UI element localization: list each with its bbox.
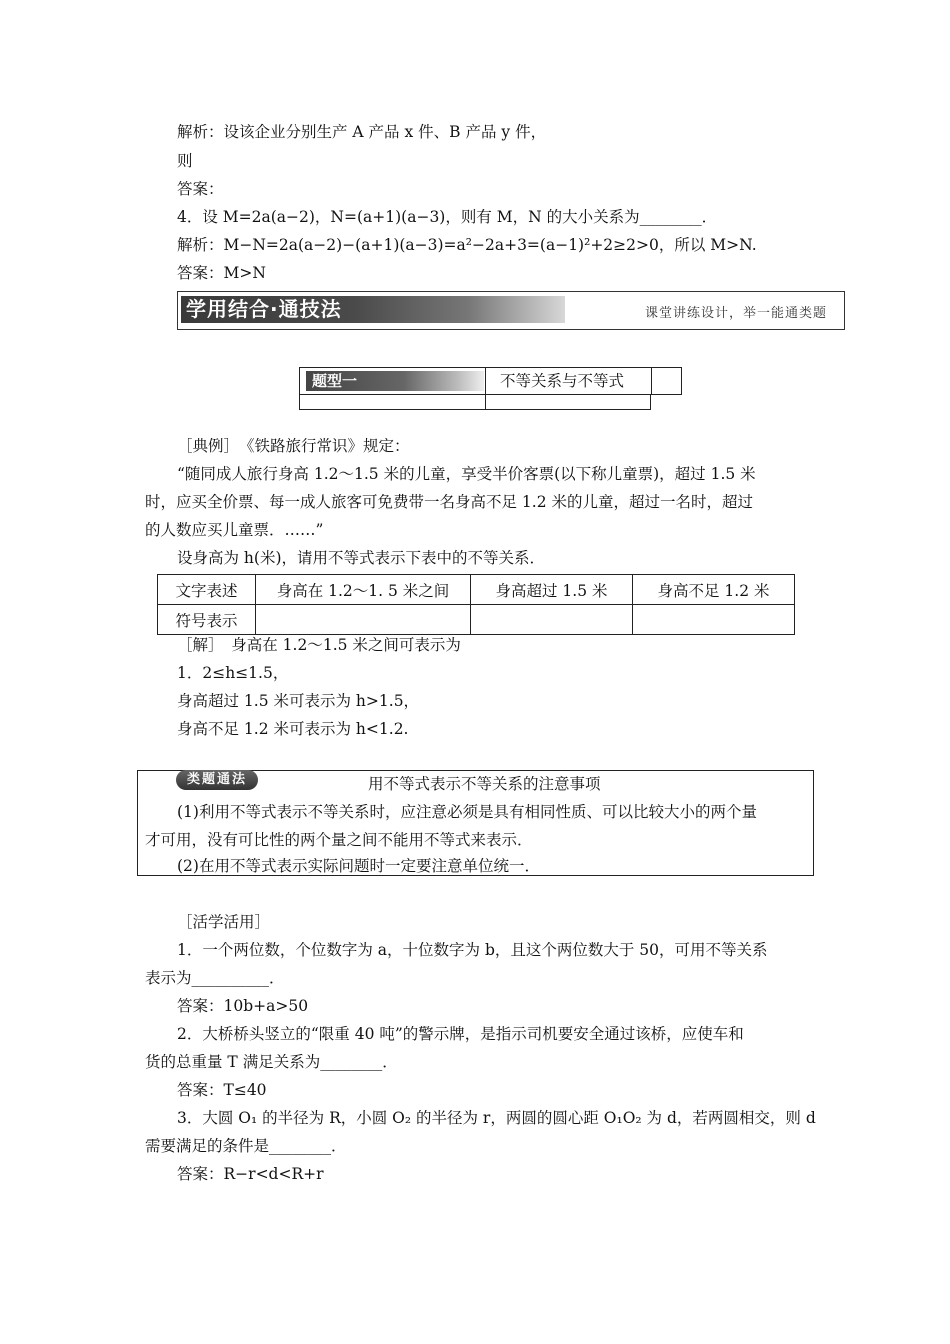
table-header-cell: 身高超过 1.5 米: [471, 575, 633, 605]
practice-q1: 1．一个两位数，个位数字为 a，十位数字为 b，且这个两位数大于 50，可用不等关系: [177, 941, 768, 959]
banner-subtitle: 课堂讲练设计，举一能通类题: [645, 306, 828, 321]
practice-q2: 2．大桥桥头竖立的“限重 40 吨”的警示牌，是指示司机要安全通过该桥，应使车和: [177, 1025, 744, 1043]
method-tag: 类题通法: [176, 770, 258, 790]
table-cell: [633, 605, 795, 635]
table-header-cell: 文字表述: [158, 575, 256, 605]
question-4: 4．设 M=2a(a−2)，N=(a+1)(a−3)，则有 M，N 的大小关系为________．: [177, 208, 718, 226]
example-para-2: 时，应买全价票、每一成人旅客可免费带一名身高不足 1.2 米的儿童，超过一名时，超过: [145, 493, 754, 511]
answer-4: 答案：M>N: [177, 264, 266, 282]
inequality-table: [157, 574, 795, 635]
solution-2: 1．2≤h≤1.5，: [177, 664, 289, 682]
topic-divider: [485, 367, 486, 410]
table-row: [158, 575, 795, 605]
practice-a1: 答案：10b+a>50: [177, 997, 309, 1015]
practice-head: ［活学活用］: [177, 913, 271, 931]
analysis-4: 解析：M−N=2a(a−2)−(a+1)(a−3)=a²−2a+3=(a−1)²+2≥2>0，所以 M>N.: [177, 236, 757, 254]
banner-title: 学用结合·通技法: [186, 297, 342, 321]
topic-title: 不等关系与不等式: [500, 372, 625, 390]
solution-4: 身高不足 1.2 米可表示为 h<1.2.: [177, 720, 409, 738]
practice-q3-cont: 需要满足的条件是________．: [145, 1137, 347, 1155]
table-header-cell: 身高不足 1.2 米: [633, 575, 795, 605]
practice-q2-cont: 货的总重量 T 满足关系为________．: [145, 1053, 398, 1071]
table-row-label: 符号表示: [158, 605, 256, 635]
example-para-1: “随同成人旅行身高 1.2～1.5 米的儿童，享受半价客票(以下称儿童票)，超过 1.5 米: [177, 465, 756, 483]
method-title: 用不等式表示不等关系的注意事项: [368, 775, 601, 793]
topic-divider-2: [651, 367, 652, 395]
example-head: ［典例］ 《铁路旅行常识》规定：: [177, 437, 410, 455]
topic-tag: 题型一: [312, 372, 358, 390]
topic-box-lower: [299, 394, 651, 410]
then-line: 则: [177, 152, 193, 170]
table-cell: [256, 605, 471, 635]
method-point-1-cont: 才可用，没有可比性的两个量之间不能用不等式来表示．: [145, 831, 533, 849]
method-point-2: (2)在用不等式表示实际问题时一定要注意单位统一．: [177, 857, 540, 875]
table-header-cell: 身高在 1.2～1. 5 米之间: [256, 575, 471, 605]
practice-q3: 3．大圆 O₁ 的半径为 R，小圆 O₂ 的半径为 r，两圆的圆心距 O₁O₂ 为 d，若两圆相交，则 d: [177, 1109, 816, 1127]
practice-a3: 答案：R−r<d<R+r: [177, 1165, 324, 1183]
example-para-4: 设身高为 h(米)，请用不等式表示下表中的不等关系．: [177, 549, 546, 567]
table-cell: [471, 605, 633, 635]
table-row: [158, 605, 795, 635]
practice-a2: 答案：T≤40: [177, 1081, 267, 1099]
solution-3: 身高超过 1.5 米可表示为 h>1.5，: [177, 692, 420, 710]
solution-1: ［解］ 身高在 1.2～1.5 米之间可表示为: [177, 636, 461, 654]
method-point-1: (1)利用不等式表示不等关系时，应注意必须是具有相同性质、可以比较大小的两个量: [177, 803, 757, 821]
section-banner: [177, 291, 845, 330]
practice-q1-cont: 表示为__________．: [145, 969, 285, 987]
analysis-line: 解析：设该企业分别生产 A 产品 x 件、B 产品 y 件，: [177, 123, 547, 141]
example-para-3: 的人数应买儿童票．……”: [145, 521, 324, 539]
answer-line: 答案：: [177, 180, 224, 198]
